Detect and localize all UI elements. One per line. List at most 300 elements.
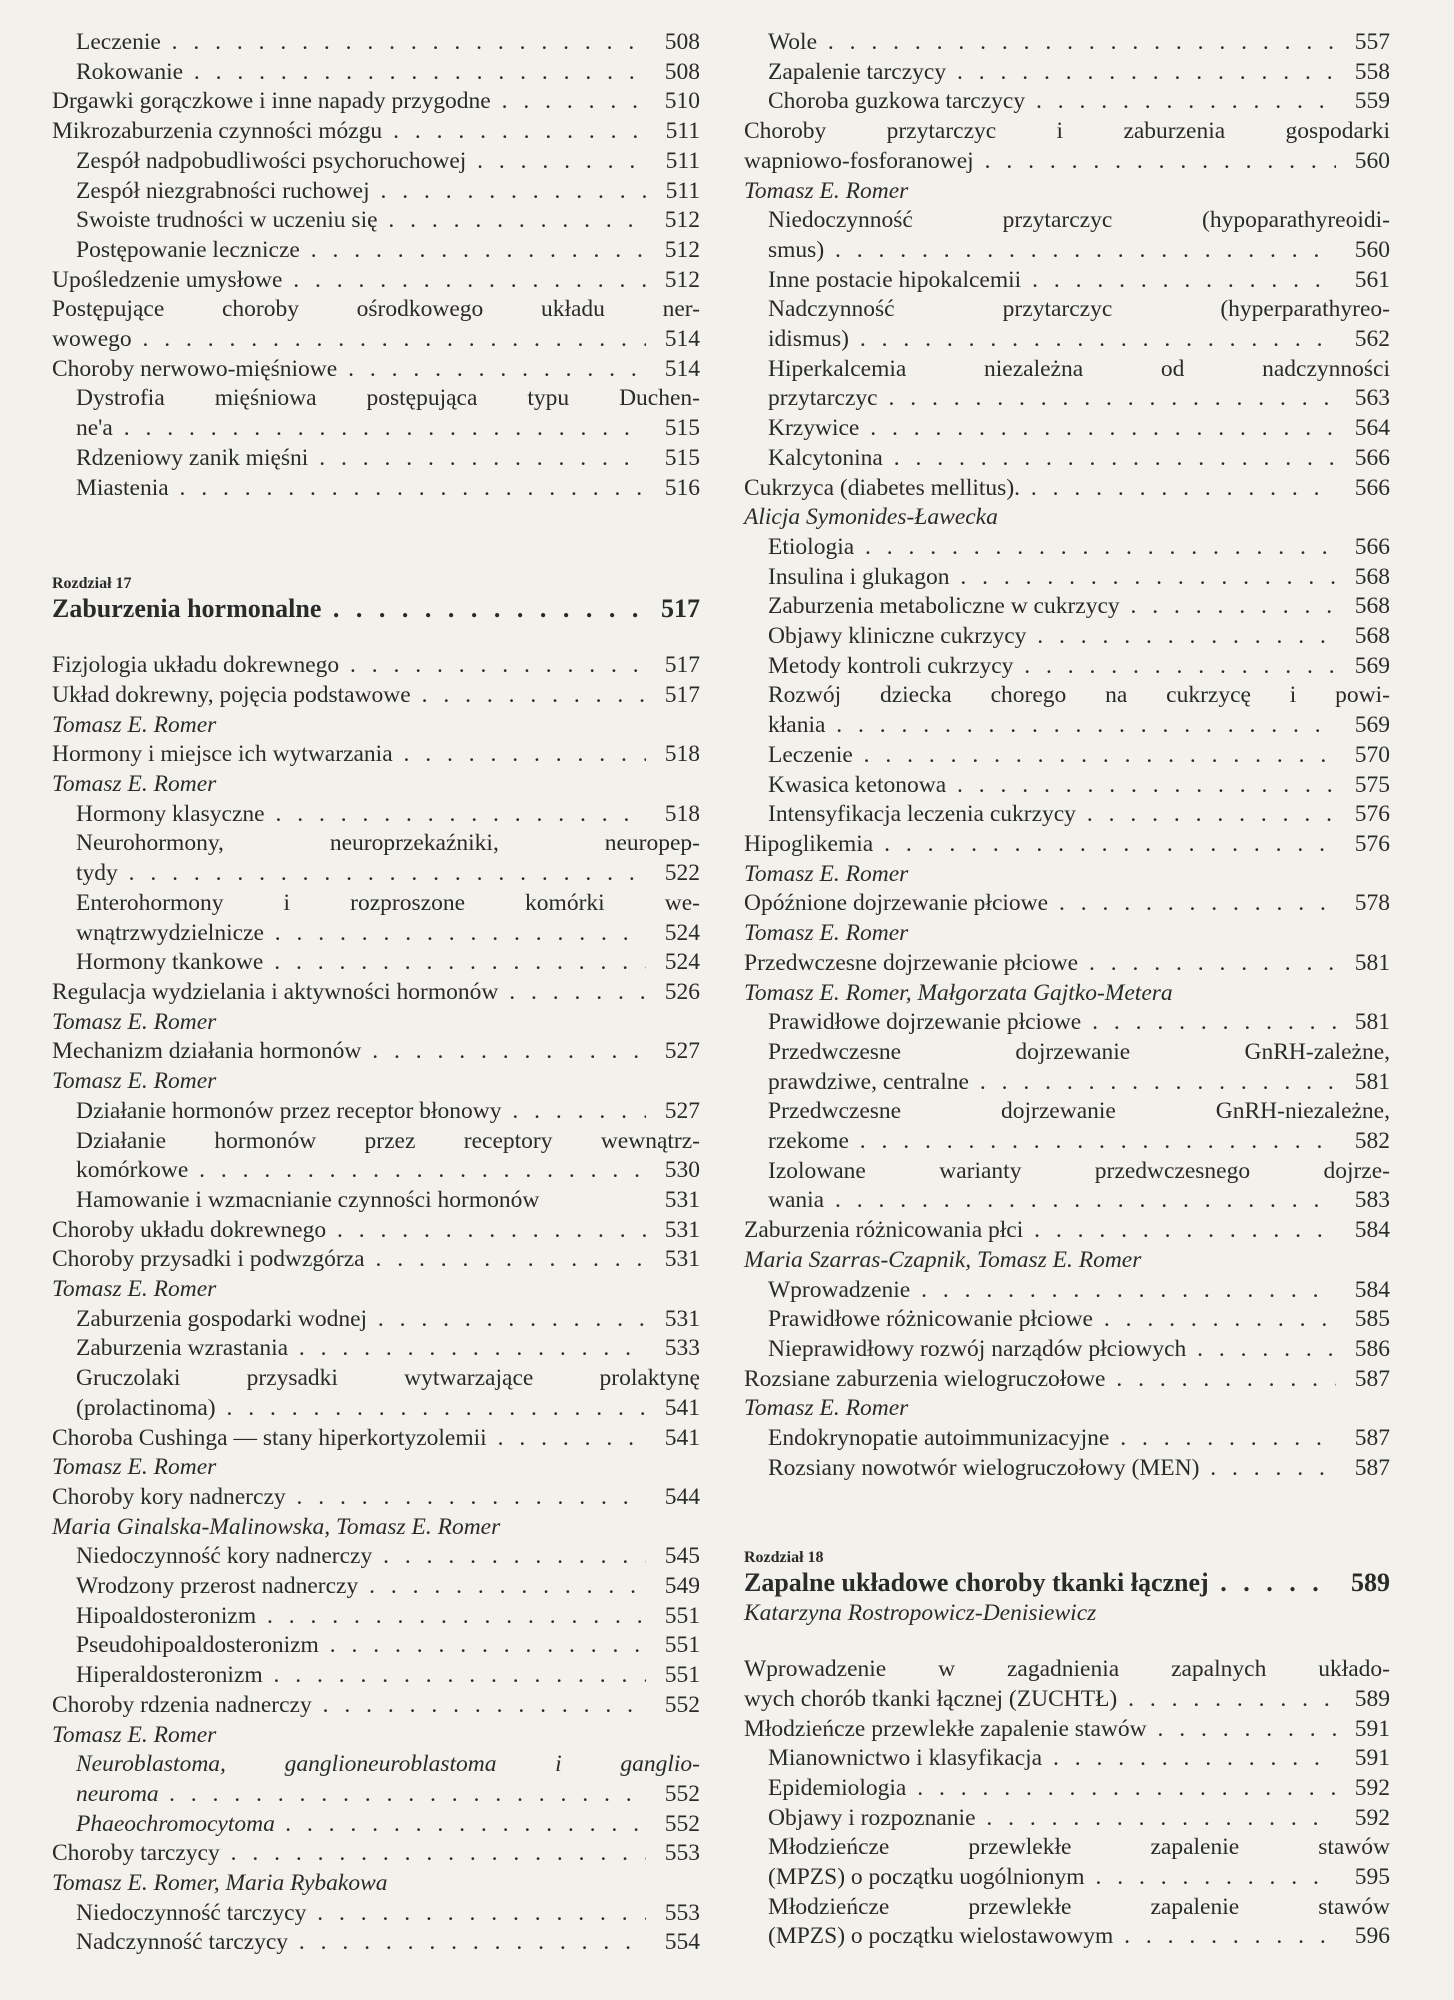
- toc-entry[interactable]: [52, 325, 700, 355]
- toc-entry-page: 551: [664, 1602, 700, 1629]
- toc-entry-title: Hipoglikemia . . .: [744, 830, 1336, 860]
- toc-entry-page: 515: [664, 415, 700, 442]
- toc-entry-line[interactable]: Działanie hormonów przez receptory wewnątrz-: [76, 1127, 700, 1154]
- toc-entry-page: 568: [1354, 593, 1390, 620]
- toc-entry[interactable]: [744, 1863, 1390, 1893]
- toc-entry[interactable]: [744, 1305, 1390, 1335]
- toc-entry-title: Rdzeniowy zanik mięśni . . .: [76, 444, 646, 474]
- toc-entry-page: 587: [1354, 1365, 1390, 1392]
- toc-entry-title: Regulacja wydzielania i aktywności hormonów . . .: [52, 978, 646, 1008]
- toc-entry[interactable]: [52, 978, 700, 1008]
- toc-entry-page: 516: [664, 474, 700, 501]
- toc-entry-page: 514: [664, 326, 700, 353]
- toc-entry-title: wnątrzwydzielnicze . . .: [76, 919, 646, 949]
- toc-entry-title: Etiologia . . .: [768, 533, 1336, 563]
- toc-entry-title: Zespół nadpobudliwości psychoruchowej . . .: [76, 147, 646, 177]
- toc-entry-line[interactable]: Wprowadzenie w zagadnienia zapalnych układo-: [744, 1656, 1390, 1683]
- toc-entry-title: Rozsiane zaburzenia wielogruczołowe . . .: [744, 1365, 1336, 1395]
- toc-entry-page: 508: [664, 29, 700, 55]
- toc-entry-page: 517: [664, 652, 700, 679]
- toc-entry-line[interactable]: Przedwczesne dojrzewanie GnRH-zależne,: [768, 1038, 1390, 1065]
- toc-entry-page: 526: [664, 978, 700, 1005]
- toc-entry-line[interactable]: Rozwój dziecka chorego na cukrzycę i powi-: [768, 682, 1390, 709]
- toc-entry-page: 578: [1354, 890, 1390, 917]
- toc-entry[interactable]: [52, 1602, 700, 1632]
- toc-entry-page: 524: [664, 949, 700, 976]
- toc-entry-title: Zapalenie tarczycy . . .: [768, 58, 1336, 88]
- chapter-18-label: Rozdział 18: [744, 1549, 824, 1567]
- toc-entry[interactable]: [52, 1542, 700, 1572]
- toc-entry-page: 551: [664, 1632, 700, 1659]
- toc-entry-page: 596: [1354, 1923, 1390, 1950]
- toc-entry-title: Prawidłowe różnicowanie płciowe . . .: [768, 1305, 1336, 1335]
- toc-entry-title: (MPZS) o początku uogólnionym . . .: [768, 1863, 1336, 1893]
- toc-entry-title: Zaburzenia metaboliczne w cukrzycy . . .: [768, 592, 1336, 622]
- toc-entry-line[interactable]: Hiperkalcemia niezależna od nadczynności: [768, 355, 1390, 382]
- toc-entry-page: 517: [664, 681, 700, 708]
- chapter-17-page: 517: [661, 594, 700, 624]
- toc-entry-page: 563: [1354, 385, 1390, 412]
- toc-entry-line[interactable]: Nadczynność przytarczyc (hyperparathyreo-: [768, 296, 1390, 323]
- toc-entry-page: 514: [664, 355, 700, 382]
- toc-entry-title: (MPZS) o początku wielostawowym . . .: [768, 1922, 1336, 1952]
- toc-entry-page: 576: [1354, 801, 1390, 828]
- author-line: Maria Szarras-Czapnik, Tomasz E. Romer: [744, 1246, 1142, 1273]
- toc-entry-page: 566: [1354, 444, 1390, 471]
- toc-entry-title: Choroby nerwowo-mięśniowe . . .: [52, 355, 646, 385]
- toc-entry[interactable]: [744, 533, 1390, 563]
- toc-entry-page: 595: [1354, 1864, 1390, 1891]
- toc-entry[interactable]: [52, 206, 700, 236]
- toc-entry-title: Choroby tarczycy . . .: [52, 1839, 646, 1869]
- chapter-17-title: Zaburzenia hormonalne . . .: [52, 593, 646, 625]
- toc-entry[interactable]: [52, 147, 700, 177]
- toc-entry[interactable]: [744, 1008, 1390, 1038]
- toc-entry-title: Niedoczynność kory nadnerczy . . .: [76, 1542, 646, 1572]
- author-line: Tomasz E. Romer: [744, 920, 909, 947]
- toc-entry[interactable]: [744, 563, 1390, 593]
- toc-entry-page: 591: [1354, 1745, 1390, 1772]
- toc-entry-page: 527: [664, 1097, 700, 1124]
- author-line: Tomasz E. Romer: [52, 1008, 217, 1035]
- toc-entry-page: 592: [1354, 1804, 1390, 1831]
- toc-entry-page: 586: [1354, 1335, 1390, 1362]
- toc-entry[interactable]: [52, 266, 700, 296]
- toc-entry[interactable]: [744, 414, 1390, 444]
- toc-entry-page: 561: [1354, 266, 1390, 293]
- chapter-18-author: Katarzyna Rostropowicz-Denisiewicz: [744, 1600, 1097, 1627]
- toc-entry-title: (prolactinoma) . . .: [76, 1394, 646, 1424]
- toc-entry-title: Wrodzony przerost nadnerczy . . .: [76, 1572, 646, 1602]
- toc-entry-page: 575: [1354, 771, 1390, 798]
- toc-entry[interactable]: [52, 1156, 700, 1186]
- toc-entry-title: Przedwczesne dojrzewanie płciowe . . .: [744, 949, 1336, 979]
- toc-entry[interactable]: [52, 948, 700, 978]
- toc-entry-title: Kwasica ketonowa . . .: [768, 771, 1336, 801]
- toc-entry-page: 569: [1354, 652, 1390, 679]
- right-column: [744, 28, 1390, 1952]
- toc-entry-line[interactable]: Młodzieńcze przewlekłe zapalenie stawów: [768, 1834, 1390, 1861]
- toc-entry-page: 553: [664, 1899, 700, 1926]
- toc-entry[interactable]: [52, 1097, 700, 1127]
- toc-entry[interactable]: [52, 474, 700, 504]
- toc-entry-page: 557: [1354, 29, 1390, 55]
- toc-entry[interactable]: [744, 1715, 1390, 1745]
- toc-entry-title: Choroby kory nadnerczy . . .: [52, 1483, 646, 1513]
- toc-entry-title: Choroba Cushinga — stany hiperkortyzolemii . . .: [52, 1424, 646, 1454]
- toc-entry-page: 531: [664, 1186, 700, 1213]
- toc-entry-title: Zaburzenia gospodarki wodnej . . .: [76, 1305, 646, 1335]
- toc-entry[interactable]: [744, 236, 1390, 266]
- author-line: Tomasz E. Romer: [52, 1068, 217, 1095]
- toc-entry[interactable]: [52, 58, 700, 88]
- author-line: Maria Ginalska-Malinowska, Tomasz E. Romer: [52, 1513, 501, 1540]
- toc-entry-page: 510: [664, 88, 700, 115]
- toc-entry[interactable]: [52, 87, 700, 117]
- toc-entry[interactable]: [52, 1780, 700, 1810]
- toc-entry-title: Epidemiologia . . .: [768, 1774, 1336, 1804]
- chapter-17-title-row[interactable]: [52, 593, 700, 625]
- toc-entry-page: 585: [1354, 1306, 1390, 1333]
- toc-entry[interactable]: [744, 1365, 1390, 1395]
- toc-entry-page: 512: [664, 266, 700, 293]
- toc-entry[interactable]: [52, 859, 700, 889]
- toc-entry-page: 512: [664, 236, 700, 263]
- toc-entry[interactable]: [744, 800, 1390, 830]
- toc-entry-page: 515: [664, 444, 700, 471]
- chapter-18-title: Zapalne układowe choroby tkanki łącznej . . .: [744, 1567, 1336, 1599]
- toc-entry-line[interactable]: Młodzieńcze przewlekłe zapalenie stawów: [768, 1893, 1390, 1920]
- toc-entry-page: 524: [664, 919, 700, 946]
- toc-entry[interactable]: [52, 1810, 700, 1840]
- toc-entry[interactable]: [744, 652, 1390, 682]
- toc-entry-title: Objawy i rozpoznanie . . .: [768, 1804, 1336, 1834]
- toc-entry[interactable]: [744, 1216, 1390, 1246]
- toc-entry-page: 530: [664, 1157, 700, 1184]
- toc-entry-title: Rokowanie . . .: [76, 58, 646, 88]
- toc-entry-title: Niedoczynność tarczycy . . .: [76, 1899, 646, 1929]
- toc-entry[interactable]: [52, 1572, 700, 1602]
- toc-entry-page: 552: [664, 1691, 700, 1718]
- toc-entry-page: 581: [1354, 949, 1390, 976]
- toc-entry-title: Hormony i miejsce ich wytwarzania . . .: [52, 740, 646, 770]
- toc-entry-page: 560: [1354, 147, 1390, 174]
- toc-entry[interactable]: [52, 444, 700, 474]
- toc-entry-page: 589: [1354, 1685, 1390, 1712]
- toc-entry[interactable]: [744, 28, 1390, 58]
- toc-entry[interactable]: [744, 1276, 1390, 1306]
- toc-entry[interactable]: [52, 1691, 700, 1721]
- toc-entry-page: 512: [664, 207, 700, 234]
- toc-entry-page: 558: [1354, 58, 1390, 85]
- toc-entry-title: Swoiste trudności w uczeniu się . . .: [76, 206, 646, 236]
- toc-entry-page: 568: [1354, 623, 1390, 650]
- toc-entry-page: 583: [1354, 1187, 1390, 1214]
- toc-entry[interactable]: [52, 1631, 700, 1661]
- toc-entry-page: 576: [1354, 830, 1390, 857]
- toc-entry-page: 531: [664, 1216, 700, 1243]
- toc-entry-line[interactable]: Izolowane warianty przedwczesnego dojrze-: [768, 1157, 1390, 1184]
- toc-entry-title: Nieprawidłowy rozwój narządów płciowych . . .: [768, 1335, 1336, 1365]
- toc-entry[interactable]: [52, 1305, 700, 1335]
- toc-entry[interactable]: [744, 444, 1390, 474]
- toc-entry[interactable]: [744, 741, 1390, 771]
- toc-entry-page: 592: [1354, 1774, 1390, 1801]
- toc-entry[interactable]: [744, 266, 1390, 296]
- toc-entry-line[interactable]: Choroby przytarczyc i zaburzenia gospodarki: [744, 118, 1390, 145]
- toc-entry-title: wapniowo-fosforanowej . . .: [744, 147, 1336, 177]
- toc-entry-title: Hormony klasyczne . . .: [76, 800, 646, 830]
- toc-entry[interactable]: [744, 889, 1390, 919]
- toc-entry-page: 569: [1354, 712, 1390, 739]
- author-line: Tomasz E. Romer, Maria Rybakowa: [52, 1870, 388, 1897]
- right-entries-before: [744, 28, 1390, 1483]
- toc-entry-title: Zaburzenia wzrastania . . .: [76, 1334, 646, 1364]
- toc-entry-page: 508: [664, 58, 700, 85]
- toc-entry[interactable]: [52, 1037, 700, 1067]
- toc-entry-title: Cukrzyca (diabetes mellitus). . . .: [744, 474, 1336, 504]
- toc-entry[interactable]: [744, 1454, 1390, 1484]
- toc-entry[interactable]: [744, 147, 1390, 177]
- toc-entry-line[interactable]: Postępujące choroby ośrodkowego układu ner-: [52, 296, 700, 323]
- toc-entry[interactable]: [52, 1334, 700, 1364]
- toc-entry[interactable]: [744, 1774, 1390, 1804]
- author-line: Alicja Symonides-Ławecka: [744, 504, 998, 531]
- toc-entry-title: Endokrynopatie autoimmunizacyjne . . .: [768, 1424, 1336, 1454]
- author-line: Tomasz E. Romer: [744, 860, 909, 887]
- toc-entry[interactable]: [744, 325, 1390, 355]
- toc-entry-title: Prawidłowe dojrzewanie płciowe . . .: [768, 1008, 1336, 1038]
- toc-entry[interactable]: [744, 474, 1390, 504]
- toc-entry[interactable]: [744, 1335, 1390, 1365]
- toc-entry-page: 553: [664, 1840, 700, 1867]
- toc-entry-page: 552: [664, 1810, 700, 1837]
- author-line: Tomasz E. Romer: [52, 1721, 217, 1748]
- toc-entry-page: 584: [1354, 1217, 1390, 1244]
- toc-entry[interactable]: [744, 58, 1390, 88]
- toc-entry-page: 541: [664, 1424, 700, 1451]
- right-entries-after: [744, 1655, 1390, 1952]
- toc-entry-page: 531: [664, 1305, 700, 1332]
- toc-entry[interactable]: [744, 830, 1390, 860]
- toc-entry-page: 511: [665, 147, 700, 174]
- toc-entry[interactable]: [52, 1661, 700, 1691]
- chapter-18-page: 589: [1351, 1568, 1390, 1598]
- toc-entry-title: Zaburzenia różnicowania płci . . .: [744, 1216, 1336, 1246]
- toc-entry[interactable]: [744, 1424, 1390, 1454]
- toc-entry-page: 522: [664, 860, 700, 887]
- toc-entry-page: 570: [1354, 741, 1390, 768]
- toc-entry-page: 544: [664, 1483, 700, 1510]
- toc-entry-page: 562: [1354, 326, 1390, 353]
- toc-entry[interactable]: [52, 117, 700, 147]
- toc-entry-title: Intensyfikacja leczenia cukrzycy . . .: [768, 800, 1336, 830]
- toc-entry[interactable]: [52, 919, 700, 949]
- toc-entry-title: wania . . .: [768, 1186, 1336, 1216]
- toc-entry[interactable]: [52, 236, 700, 266]
- chapter-17-label: Rozdział 17: [52, 575, 132, 593]
- toc-entry-page: 568: [1354, 563, 1390, 590]
- toc-entry[interactable]: [744, 771, 1390, 801]
- toc-entry-title: Phaeochromocytoma . . .: [76, 1810, 646, 1840]
- toc-entry-title: Upośledzenie umysłowe . . .: [52, 266, 646, 296]
- toc-entry-page: 591: [1354, 1715, 1390, 1742]
- toc-entry-title: Zespół niezgrabności ruchowej . . .: [76, 177, 646, 207]
- toc-entry[interactable]: [52, 1839, 700, 1869]
- toc-entry[interactable]: [52, 1245, 700, 1275]
- toc-entry[interactable]: [744, 87, 1390, 117]
- spacer: [52, 625, 700, 651]
- toc-entry-title: Choroby układu dokrewnego . . .: [52, 1216, 646, 1246]
- toc-entry-title: Krzywice . . .: [768, 414, 1336, 444]
- toc-entry[interactable]: [744, 1068, 1390, 1098]
- toc-entry-title: Hamowanie i wzmacnianie czynności hormonów: [76, 1186, 540, 1213]
- toc-entry-page: 511: [665, 177, 700, 204]
- left-entries-before: [52, 28, 700, 503]
- toc-entry-title: Hiperaldosteronizm . . .: [76, 1661, 646, 1691]
- toc-entry-title: prawdziwe, centralne . . .: [768, 1068, 1336, 1098]
- toc-entry-title: wych chorób tkanki łącznej (ZUCHTŁ) . . .: [744, 1685, 1336, 1715]
- toc-entry[interactable]: [52, 1899, 700, 1929]
- toc-entry[interactable]: [744, 1804, 1390, 1834]
- author-line: Tomasz E. Romer: [52, 1276, 217, 1303]
- toc-entry-page: 581: [1354, 1068, 1390, 1095]
- left-column: [52, 28, 700, 1958]
- spacer: [744, 1629, 1390, 1655]
- toc-entry-title: Układ dokrewny, pojęcia podstawowe . . .: [52, 681, 646, 711]
- toc-entry-page: 559: [1354, 88, 1390, 115]
- toc-entry-title: Metody kontroli cukrzycy . . .: [768, 652, 1336, 682]
- toc-entry-title: przytarczyc . . .: [768, 384, 1336, 414]
- toc-entry[interactable]: [52, 651, 700, 681]
- toc-entry-title: Opóźnione dojrzewanie płciowe . . .: [744, 889, 1336, 919]
- toc-entry[interactable]: [52, 177, 700, 207]
- toc-entry[interactable]: [744, 384, 1390, 414]
- toc-entry-title: neuroma . . .: [76, 1780, 646, 1810]
- toc-entry-page: 554: [664, 1929, 700, 1956]
- toc-entry-title: komórkowe . . .: [76, 1156, 646, 1186]
- toc-entry-page: 533: [664, 1335, 700, 1362]
- toc-entry-title: ne'a . . .: [76, 414, 646, 444]
- toc-entry-page: 541: [664, 1394, 700, 1421]
- toc-entry-line[interactable]: Przedwczesne dojrzewanie GnRH-niezależne,: [768, 1098, 1390, 1125]
- toc-entry-line[interactable]: Neurohormony, neuroprzekaźniki, neuropep-: [76, 830, 700, 857]
- toc-entry-page: 584: [1354, 1276, 1390, 1303]
- toc-entry[interactable]: [52, 355, 700, 385]
- toc-entry-title: Mianownictwo i klasyfikacja . . .: [768, 1744, 1336, 1774]
- toc-entry-title: Choroba guzkowa tarczycy . . .: [768, 87, 1336, 117]
- toc-entry-title: rzekome . . .: [768, 1127, 1336, 1157]
- toc-entry-page: 582: [1354, 1128, 1390, 1155]
- toc-entry-title: Miastenia . . .: [76, 474, 646, 504]
- toc-entry[interactable]: [744, 1922, 1390, 1952]
- toc-entry-title: Działanie hormonów przez receptor błonowy . . .: [76, 1097, 646, 1127]
- toc-entry-title: Leczenie . . .: [768, 741, 1336, 771]
- toc-entry[interactable]: [744, 1127, 1390, 1157]
- toc-entry-page: 581: [1354, 1009, 1390, 1036]
- toc-entry[interactable]: [744, 622, 1390, 652]
- toc-entry-page: 560: [1354, 236, 1390, 263]
- toc-entry-line[interactable]: Enterohormony i rozproszone komórki we-: [76, 889, 700, 916]
- toc-entry-title: Leczenie . . .: [76, 28, 646, 58]
- toc-entry[interactable]: [52, 1216, 700, 1246]
- toc-entry-title: Choroby rdzenia nadnerczy . . .: [52, 1691, 646, 1721]
- toc-entry-title: kłania . . .: [768, 711, 1336, 741]
- toc-entry-line[interactable]: Dystrofia mięśniowa postępująca typu Duchen-: [76, 385, 700, 412]
- toc-entry-line[interactable]: Gruczolaki przysadki wytwarzające prolaktynę: [76, 1365, 700, 1392]
- toc-entry-title: Hipoaldosteronizm . . .: [76, 1602, 646, 1632]
- toc-entry-page: 518: [664, 800, 700, 827]
- toc-entry-title: Pseudohipoaldosteronizm . . .: [76, 1631, 646, 1661]
- toc-entry-page: 531: [664, 1246, 700, 1273]
- toc-entry-title: Fizjologia układu dokrewnego . . .: [52, 651, 646, 681]
- toc-entry[interactable]: [52, 1394, 700, 1424]
- toc-entry-title: Kalcytonina . . .: [768, 444, 1336, 474]
- toc-entry-title: Drgawki gorączkowe i inne napady przygodne . . .: [52, 87, 646, 117]
- toc-entry-line[interactable]: Niedoczynność przytarczyc (hypoparathyreoidi-: [768, 207, 1390, 234]
- toc-entry[interactable]: [744, 711, 1390, 741]
- toc-entry[interactable]: [52, 800, 700, 830]
- toc-entry-title: Mikrozaburzenia czynności mózgu . . .: [52, 117, 646, 147]
- toc-entry-page: 552: [664, 1780, 700, 1807]
- toc-entry-page: 587: [1354, 1425, 1390, 1452]
- toc-entry-page: 566: [1354, 474, 1390, 501]
- author-line: Tomasz E. Romer: [52, 771, 217, 798]
- toc-entry[interactable]: [52, 28, 700, 58]
- toc-entry-title: idismus) . . .: [768, 325, 1336, 355]
- toc-entry-page: 587: [1354, 1454, 1390, 1481]
- toc-entry-line[interactable]: Neuroblastoma, ganglioneuroblastoma i ganglio-: [76, 1751, 700, 1778]
- toc-entry[interactable]: [52, 414, 700, 444]
- toc-entry-title: Objawy kliniczne cukrzycy . . .: [768, 622, 1336, 652]
- toc-entry-title: Nadczynność tarczycy . . .: [76, 1928, 646, 1958]
- toc-entry-page: 549: [664, 1573, 700, 1600]
- toc-entry[interactable]: [744, 592, 1390, 622]
- toc-entry-page: 551: [664, 1662, 700, 1689]
- toc-entry[interactable]: [744, 1685, 1390, 1715]
- toc-entry[interactable]: [52, 1928, 700, 1958]
- toc-entry[interactable]: [52, 681, 700, 711]
- toc-entry-page: 545: [664, 1543, 700, 1570]
- toc-entry-title: Postępowanie lecznicze . . .: [76, 236, 646, 266]
- author-line: Tomasz E. Romer: [744, 177, 909, 204]
- toc-entry[interactable]: [52, 1186, 700, 1216]
- left-entries-after: [52, 651, 700, 1958]
- toc-entry[interactable]: [52, 1483, 700, 1513]
- toc-entry-page: 566: [1354, 533, 1390, 560]
- toc-entry[interactable]: [744, 1744, 1390, 1774]
- toc-entry-title: Hormony tkankowe . . .: [76, 948, 646, 978]
- toc-entry-title: smus) . . .: [768, 236, 1336, 266]
- toc-entry[interactable]: [744, 1186, 1390, 1216]
- author-line: Tomasz E. Romer, Małgorzata Gajtko-Metera: [744, 979, 1173, 1006]
- toc-entry-title: tydy . . .: [76, 859, 646, 889]
- chapter-18-title-row[interactable]: [744, 1567, 1390, 1599]
- toc-entry-page: 527: [664, 1038, 700, 1065]
- toc-entry-title: Mechanizm działania hormonów . . .: [52, 1037, 646, 1067]
- toc-entry-page: 518: [664, 741, 700, 768]
- toc-entry-title: Wole . . .: [768, 28, 1336, 58]
- author-line: Tomasz E. Romer: [744, 1395, 909, 1422]
- toc-entry[interactable]: [52, 1424, 700, 1454]
- toc-entry-page: 564: [1354, 415, 1390, 442]
- author-line: Tomasz E. Romer: [52, 711, 217, 738]
- toc-entry[interactable]: [744, 949, 1390, 979]
- author-line: Tomasz E. Romer: [52, 1454, 217, 1481]
- toc-entry-page: 511: [665, 118, 700, 145]
- toc-entry[interactable]: [52, 740, 700, 770]
- toc-entry-title: wowego . . .: [52, 325, 646, 355]
